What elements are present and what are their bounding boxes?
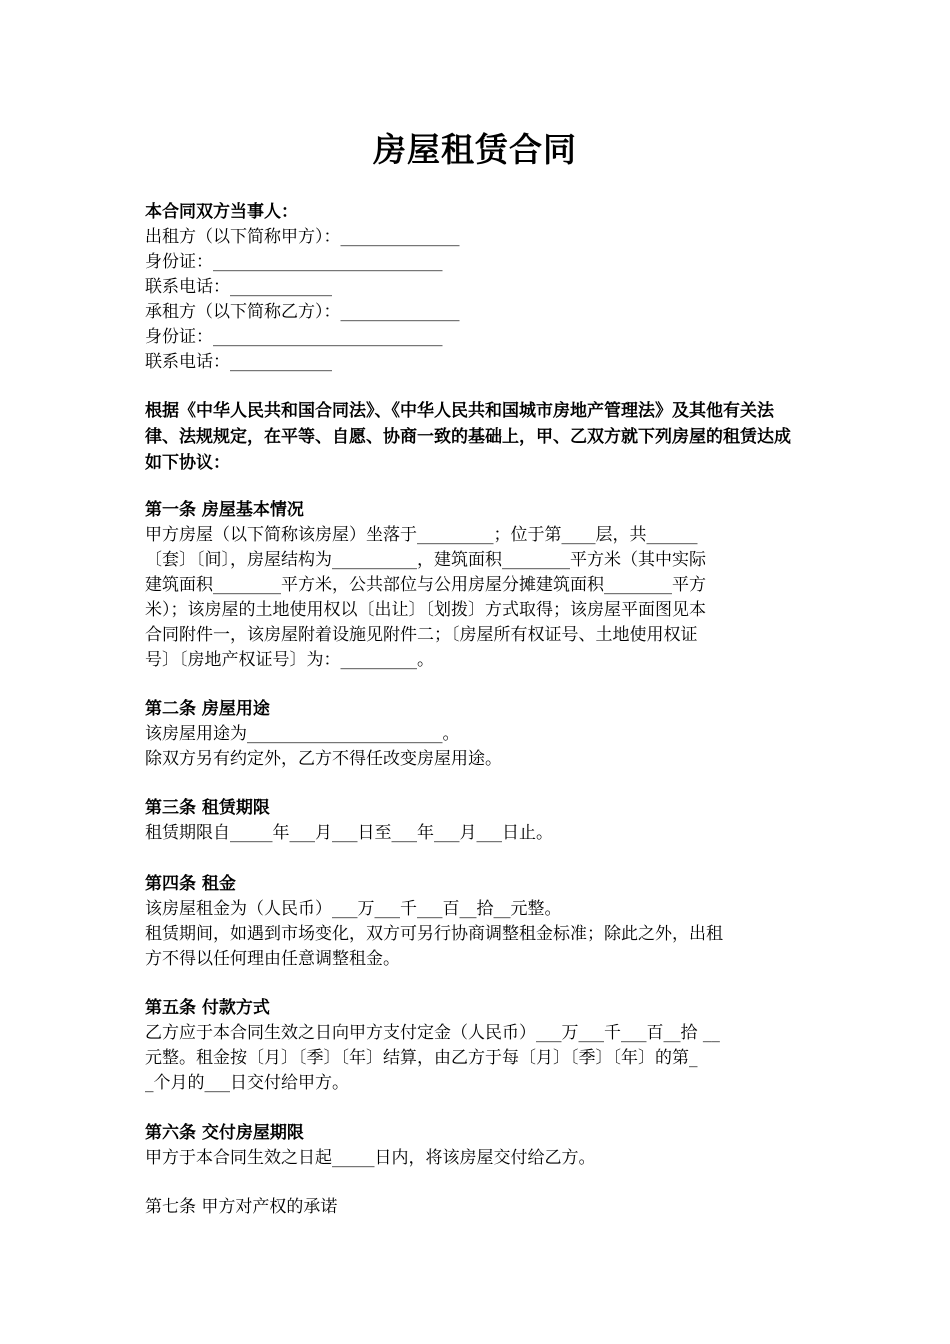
article-7 [145, 1195, 805, 1220]
article-line: _个月的___日交付给甲方。 [145, 1073, 349, 1093]
article-line: 号〕〔房地产权证号〕为：_________。 [145, 650, 434, 670]
lessee-phone-line: 联系电话：____________ [145, 352, 332, 372]
article-5 [145, 996, 805, 1096]
parties-heading: 本合同双方当事人： [145, 202, 298, 222]
article-line: 乙方应于本合同生效之日向甲方支付定金（人民币）___万___千___百__拾 __ [145, 1023, 720, 1043]
article-heading: 第一条 房屋基本情况 [145, 500, 304, 520]
article-heading: 第五条 付款方式 [145, 998, 270, 1018]
article-line: 甲方房屋（以下简称该房屋）坐落于_________；位于第____层，共______ [145, 525, 698, 545]
article-line: 米）；该房屋的土地使用权以〔出让〕〔划拨〕方式取得；该房屋平面图见本 [145, 600, 706, 620]
article-line: 除双方另有约定外，乙方不得任改变房屋用途。 [145, 749, 502, 769]
lessor-phone-line: 联系电话：____________ [145, 277, 332, 297]
article-line: 元整。租金按〔月〕〔季〕〔年〕结算，由乙方于每〔月〕〔季〕〔年〕的第_ [145, 1048, 698, 1068]
article-heading: 第三条 租赁期限 [145, 798, 270, 818]
article-6 [145, 1121, 805, 1171]
article-line: 〔套〕〔间〕，房屋结构为__________，建筑面积________平方米（其中实际 [145, 550, 706, 570]
article-heading: 第七条 甲方对产权的承诺 [145, 1197, 338, 1217]
article-heading: 第六条 交付房屋期限 [145, 1123, 304, 1143]
lessor-line: 出租方（以下简称甲方）：______________ [145, 227, 460, 247]
article-4 [145, 872, 805, 972]
lessor-id-line: 身份证：___________________________ [145, 252, 443, 272]
article-3 [145, 796, 805, 846]
parties-section [145, 200, 805, 375]
preamble: 根据《中华人民共和国合同法》、《中华人民共和国城市房地产管理法》及其他有关法律、法规规定，在平等、自愿、协商一致的基础上，甲、乙双方就下列房屋的租赁达成如下协议： [145, 401, 791, 473]
article-line: 合同附件一，该房屋附着设施见附件二；〔房屋所有权证号、土地使用权证 [145, 625, 698, 645]
lessee-line: 承租方（以下简称乙方）：______________ [145, 302, 460, 322]
article-2 [145, 697, 805, 772]
article-heading: 第四条 租金 [145, 874, 236, 894]
document-title: 房屋租赁合同 [373, 130, 577, 169]
article-line: 方不得以任何理由任意调整租金。 [145, 949, 400, 969]
article-1 [145, 498, 805, 673]
article-line: 甲方于本合同生效之日起_____日内，将该房屋交付给乙方。 [145, 1148, 596, 1168]
article-line: 租赁期限自_____年___月___日至___年___月___日止。 [145, 823, 553, 843]
article-heading: 第二条 房屋用途 [145, 699, 270, 719]
article-line: 该房屋用途为_______________________。 [145, 724, 460, 744]
article-line: 建筑面积________平方米，公共部位与公用房屋分摊建筑面积________平方 [145, 575, 706, 595]
lessee-id-line: 身份证：___________________________ [145, 327, 443, 347]
article-line: 该房屋租金为（人民币）___万___千___百__拾__元整。 [145, 899, 562, 919]
article-line: 租赁期间，如遇到市场变化，双方可另行协商调整租金标准；除此之外，出租 [145, 924, 723, 944]
